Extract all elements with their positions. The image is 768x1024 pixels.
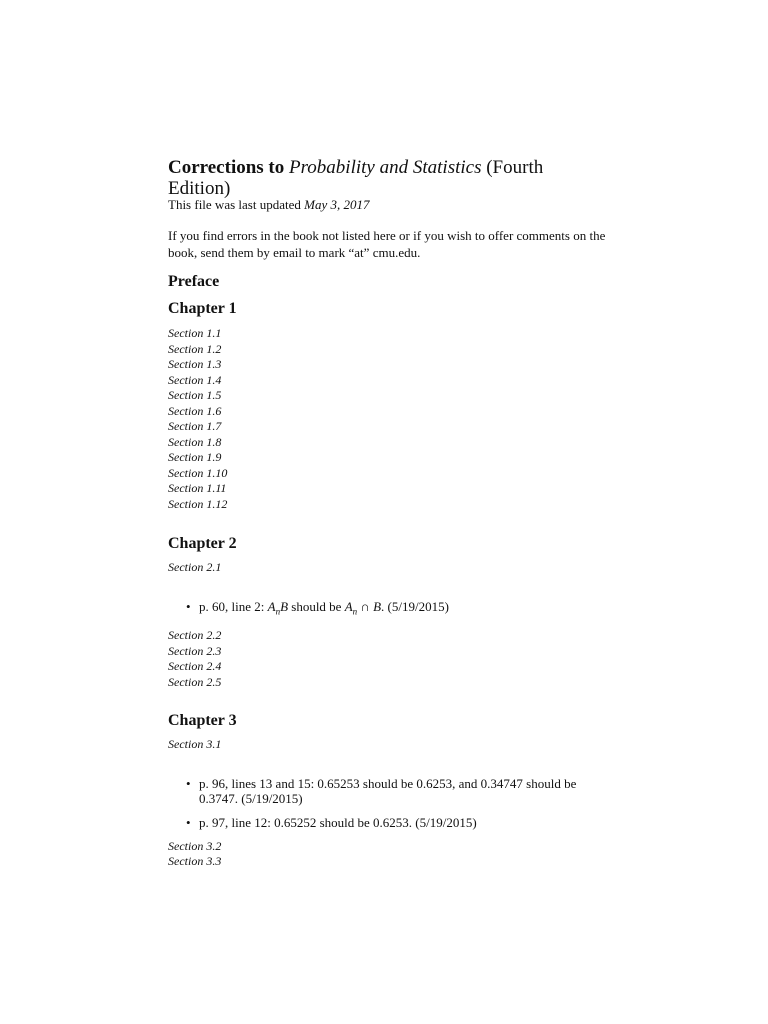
title-book-name: Probability and Statistics — [289, 157, 482, 178]
section-1-1: Section 1.1 — [168, 326, 222, 340]
section-1-8: Section 1.8 — [168, 434, 222, 449]
section-1-9: Section 1.9 — [168, 450, 222, 464]
math-set-b: B — [280, 598, 289, 614]
document-title — [168, 157, 608, 199]
bullet-icon: • — [186, 598, 191, 614]
chapter-3-section-list — [168, 839, 608, 870]
section-1-2: Section 1.2 — [168, 341, 222, 356]
chapter-2-section-list — [168, 628, 608, 690]
intro-paragraph: If you find errors in the book not listed here or if you wish to offer comments on the book, send them by email to mark “at” cmu.edu. — [168, 228, 606, 260]
last-updated-date: May 3, 2017 — [304, 197, 370, 212]
section-1-10: Section 1.10 — [168, 465, 228, 480]
math-set-a: A — [344, 598, 353, 614]
math-set-a: A — [267, 598, 276, 614]
section-1-12: Section 1.12 — [168, 496, 228, 511]
chapter-3-heading: Chapter 3 — [168, 712, 237, 730]
correction-item — [168, 815, 608, 830]
correction-text: p. 97, line 12: 0.65252 should be 0.6253. (5/19/2015) — [199, 814, 477, 830]
correction-text-end: . (5/19/2015) — [381, 598, 449, 614]
section-2-3: Section 2.3 — [168, 643, 222, 658]
bullet-icon: • — [186, 814, 191, 830]
section-3-1: Section 3.1 — [168, 737, 222, 752]
section-3-2: Section 3.2 — [168, 838, 222, 853]
correction-text-start: p. 60, line 2: — [199, 598, 268, 614]
section-1-11: Section 1.11 — [168, 481, 227, 495]
chapter-1-section-list — [168, 326, 608, 512]
section-1-7: Section 1.7 — [168, 419, 222, 433]
last-updated-label: This file was last updated — [168, 197, 301, 212]
math-subscript-n: n — [352, 606, 358, 617]
correction-text: p. 96, lines 13 and 15: 0.65253 should be 0.6253, and 0.34747 should be 0.3747. (5/19/2015) — [199, 775, 577, 806]
document-page — [168, 157, 608, 870]
section-1-3: Section 1.3 — [168, 357, 222, 371]
math-subscript-n: n — [275, 606, 281, 617]
chapter-1-heading: Chapter 1 — [168, 300, 237, 317]
title-edition: (Fourth Edition) — [168, 157, 544, 199]
section-2-5: Section 2.5 — [168, 674, 222, 689]
chapter-2-corrections — [168, 599, 608, 620]
section-3-3: Section 3.3 — [168, 854, 222, 869]
section-2-4: Section 2.4 — [168, 659, 222, 674]
title-prefix: Corrections to — [168, 157, 285, 178]
section-1-5: Section 1.5 — [168, 388, 222, 402]
bullet-icon: • — [186, 775, 191, 791]
chapter-3-corrections — [168, 776, 608, 830]
last-updated-line — [168, 197, 608, 213]
math-set-b: B — [373, 598, 382, 614]
section-1-4: Section 1.4 — [168, 372, 222, 387]
math-intersection-symbol: ∩ — [357, 598, 374, 614]
section-2-2: Section 2.2 — [168, 628, 222, 643]
correction-item — [168, 776, 608, 806]
correction-item — [168, 599, 608, 620]
correction-text-mid: should be — [288, 598, 345, 614]
preface-heading: Preface — [168, 273, 220, 290]
section-2-1: Section 2.1 — [168, 560, 222, 574]
section-1-6: Section 1.6 — [168, 403, 222, 418]
chapter-2-heading: Chapter 2 — [168, 535, 237, 552]
